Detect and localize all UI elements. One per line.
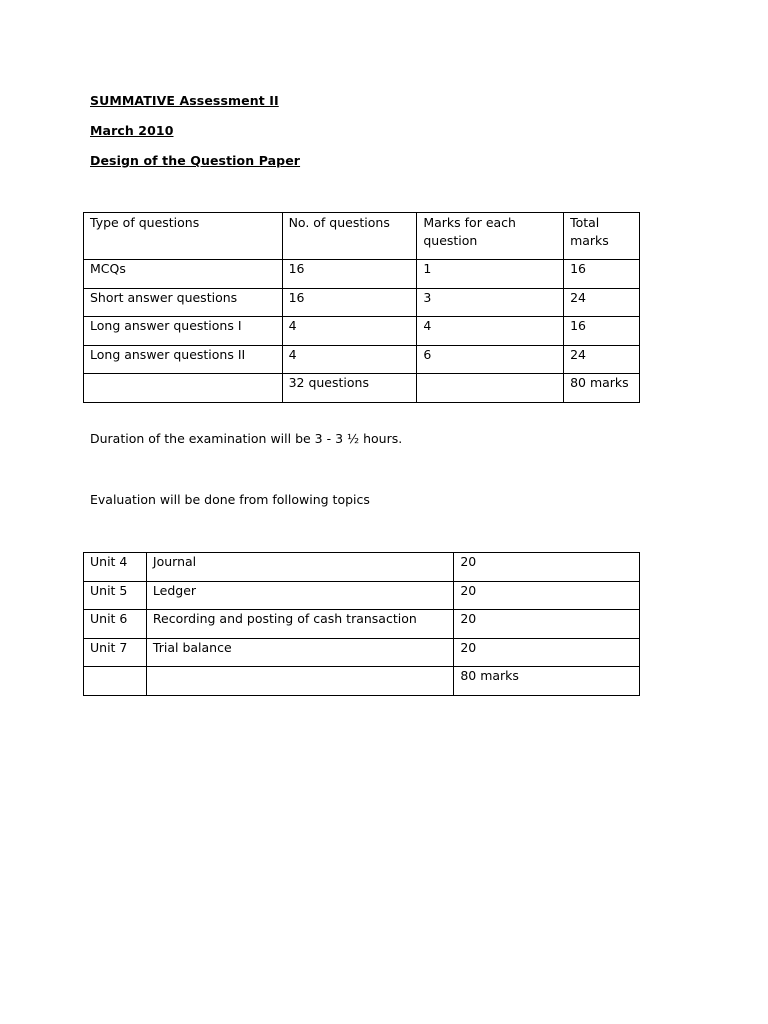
table-cell: 16 <box>282 288 417 317</box>
table-cell: 6 <box>417 345 564 374</box>
table-row <box>84 553 640 582</box>
marks-cell: 20 <box>454 553 640 582</box>
table-cell: 80 marks <box>564 374 640 403</box>
table-cell: 4 <box>282 317 417 346</box>
document-subtitle: Design of the Question Paper <box>90 153 301 168</box>
unit-cell: Unit 6 <box>84 610 147 639</box>
table-row <box>84 345 640 374</box>
topic-cell: Journal <box>146 553 453 582</box>
table-cell: Long answer questions II <box>84 345 283 374</box>
topic-cell <box>146 667 453 696</box>
table-cell <box>417 374 564 403</box>
topic-cell: Trial balance <box>146 638 453 667</box>
document-title: SUMMATIVE Assessment II <box>90 93 279 108</box>
duration-text: Duration of the examination will be 3 - 3 ½ hours. <box>90 431 403 446</box>
header-cell: Marks for each question <box>417 213 564 260</box>
header-cell: Total marks <box>564 213 640 260</box>
topic-cell: Ledger <box>146 581 453 610</box>
table-cell: 24 <box>564 288 640 317</box>
unit-cell: Unit 7 <box>84 638 147 667</box>
unit-cell: Unit 5 <box>84 581 147 610</box>
table-cell: Short answer questions <box>84 288 283 317</box>
marks-cell: 80 marks <box>454 667 640 696</box>
marks-cell: 20 <box>454 610 640 639</box>
table-cell: 32 questions <box>282 374 417 403</box>
table-cell: MCQs <box>84 260 283 289</box>
table-total-row <box>84 374 640 403</box>
table-cell <box>84 374 283 403</box>
table-row <box>84 638 640 667</box>
table-cell: 16 <box>282 260 417 289</box>
table-row <box>84 288 640 317</box>
marks-cell: 20 <box>454 581 640 610</box>
topic-cell: Recording and posting of cash transaction <box>146 610 453 639</box>
table-row <box>84 317 640 346</box>
table-total-row <box>84 667 640 696</box>
table-cell: 16 <box>564 260 640 289</box>
marks-cell: 20 <box>454 638 640 667</box>
table-cell: 1 <box>417 260 564 289</box>
unit-cell: Unit 4 <box>84 553 147 582</box>
question-design-table <box>83 212 640 403</box>
unit-cell <box>84 667 147 696</box>
table-cell: 3 <box>417 288 564 317</box>
table-cell: Long answer questions I <box>84 317 283 346</box>
header-cell: Type of questions <box>84 213 283 260</box>
table-cell: 24 <box>564 345 640 374</box>
table-row <box>84 260 640 289</box>
header-cell: No. of questions <box>282 213 417 260</box>
evaluation-text: Evaluation will be done from following topics <box>90 492 370 507</box>
table-row <box>84 610 640 639</box>
table-cell: 4 <box>417 317 564 346</box>
topics-table <box>83 552 640 696</box>
table-row <box>84 581 640 610</box>
table-header-row <box>84 213 640 260</box>
document-date: March 2010 <box>90 123 174 138</box>
table-cell: 16 <box>564 317 640 346</box>
table-cell: 4 <box>282 345 417 374</box>
